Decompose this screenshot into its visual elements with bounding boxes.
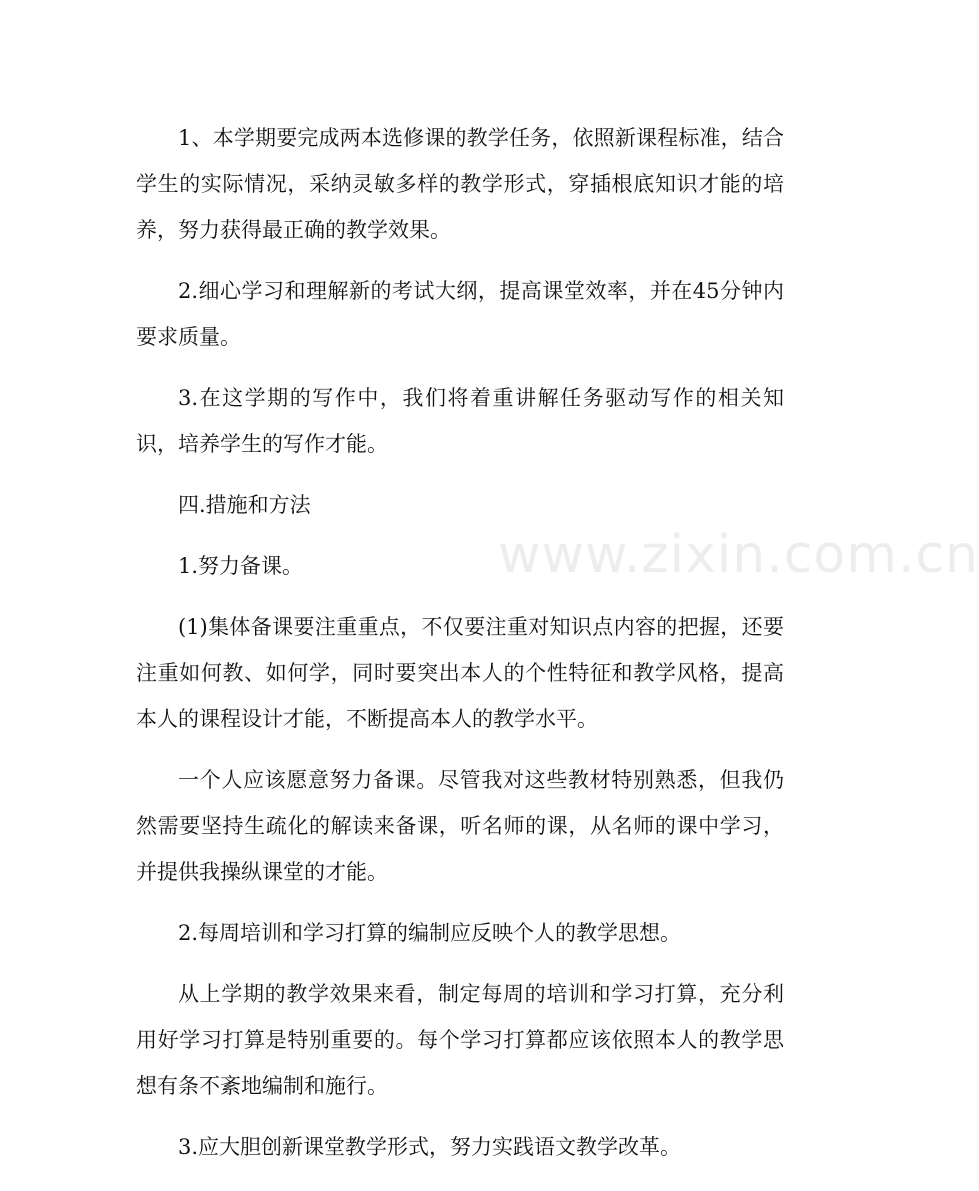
paragraph: 2.每周培训和学习打算的编制应反映个人的教学思想。 <box>178 921 682 945</box>
section-heading: 四.措施和方法 <box>178 493 311 517</box>
paragraph: 1、本学期要完成两本选修课的教学任务，依照新课程标准，结合学生的实际情况，采纳灵敏多样的教学形式，穿插根底知识才能的培养，努力获得最正确的教学效果。 <box>136 126 784 242</box>
paragraph: 2.细心学习和理解新的考试大纲，提高课堂效率，并在45分钟内要求质量。 <box>136 279 784 349</box>
paragraph: 从上学期的教学效果来看，制定每周的培训和学习打算，充分利用好学习打算是特别重要的。每个学习打算都应该依照本人的教学思想有条不紊地编制和施行。 <box>136 982 784 1098</box>
paragraph: 3.在这学期的写作中，我们将着重讲解任务驱动写作的相关知识，培养学生的写作才能。 <box>136 386 784 456</box>
document-body <box>136 115 784 1185</box>
paragraph: (1)集体备课要注重重点，不仅要注重对知识点内容的把握，还要注重如何教、如何学，同时要突出本人的个性特征和教学风格，提高本人的课程设计才能，不断提高本人的教学水平。 <box>136 615 784 731</box>
watermark: www.zixin.com.cn <box>498 525 979 585</box>
paragraph: 1.努力备课。 <box>178 554 304 578</box>
paragraph: 一个人应该愿意努力备课。尽管我对这些教材特别熟悉，但我仍然需要坚持生疏化的解读来备课，听名师的课，从名师的课中学习，并提供我操纵课堂的才能。 <box>136 768 784 884</box>
paragraph: 3.应大胆创新课堂教学形式，努力实践语文教学改革。 <box>178 1135 682 1159</box>
